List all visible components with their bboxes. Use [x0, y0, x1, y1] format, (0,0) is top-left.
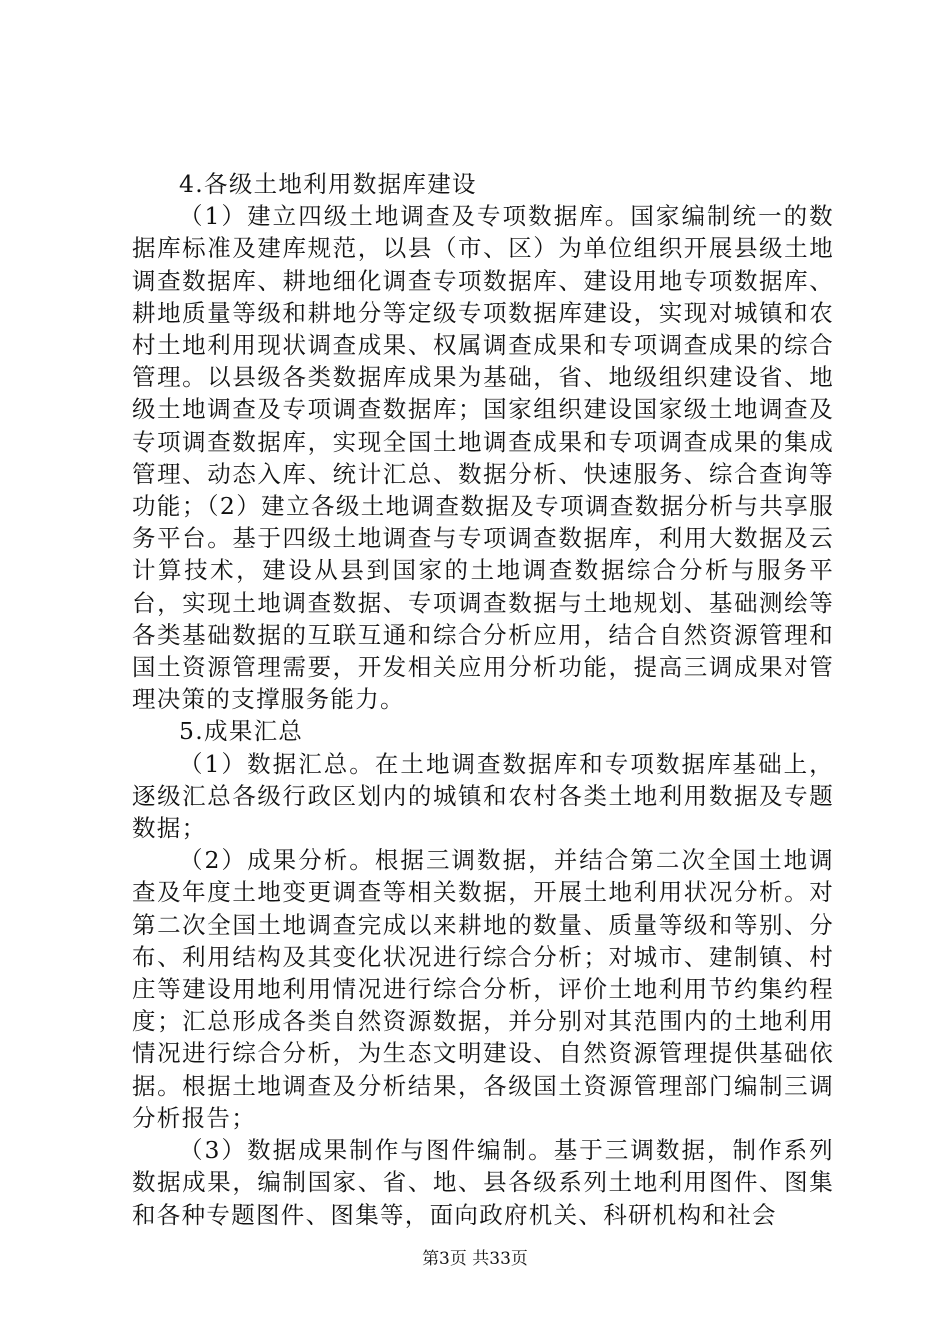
section-5-paragraph-3: （3）数据成果制作与图件编制。基于三调数据，制作系列数据成果，编制国家、省、地、县各级系列土地利用图件、图集和各种专题图件、图集等，面向政府机关、科研机构和社会 — [132, 1136, 834, 1229]
section-5-paragraph-1: （1）数据汇总。在土地调查数据库和专项数据库基础上，逐级汇总各级行政区划内的城镇和农村各类土地利用数据及专题数据； — [132, 749, 834, 843]
section-4-paragraph-1: （1）建立四级土地调查及专项数据库。国家编制统一的数据库标准及建库规范，以县（市、区）为单位组织开展县级土地调查数据库、耕地细化调查专项数据库、建设用地专项数据库、耕地质量等级和耕地分等定级专项数据库建设，实现对城镇和农村土地利用现状调查成果、权属调查成果和专项调查成果的综合管理。以县级各类数据库成果为基础，省、地级组织建设省、地级土地调查及专项调查数据库；国家组织建设国家级土地调查及专项调查数据库，实现全国土地调查成果和专项调查成果的集成管理、动态入库、统计汇总、数据分析、快速服务、综合查询等功能；（2）建立各级土地调查数据及专项调查数据分析与共享服务平台。基于四级土地调查与专项调查数据库，利用大数据及云计算技术，建设从县到国家的土地调查数据综合分析与服务平台，实现土地调查数据、专项调查数据与土地规划、基础测绘等各类基础数据的互联互通和综合分析应用，结合自然资源管理和国土资源管理需要，开发相关应用分析功能，提高三调成果对管理决策的支撑服务能力。 — [132, 202, 834, 714]
section-4-heading: 4.各级土地利用数据库建设 — [179, 170, 477, 198]
section-5-paragraph-2: （2）成果分析。根据三调数据，并结合第二次全国土地调查及年度土地变更调查等相关数据，开展土地利用状况分析。对第二次全国土地调查完成以来耕地的数量、质量等级和等别、分布、利用结构及其变化状况进行综合分析；对城市、建制镇、村庄等建设用地利用情况进行综合分析，评价土地利用节约集约程度；汇总形成各类自然资源数据，并分别对其范围内的土地利用情况进行综合分析，为生态文明建设、自然资源管理提供基础依据。根据土地调查及分析结果，各级国土资源管理部门编制三调分析报告； — [132, 846, 834, 1132]
page-number-text: 第3页 共33页 — [422, 1249, 528, 1269]
page-footer — [0, 1244, 950, 1269]
document-body — [132, 168, 834, 1231]
section-5-heading: 5.成果汇总 — [179, 717, 304, 746]
